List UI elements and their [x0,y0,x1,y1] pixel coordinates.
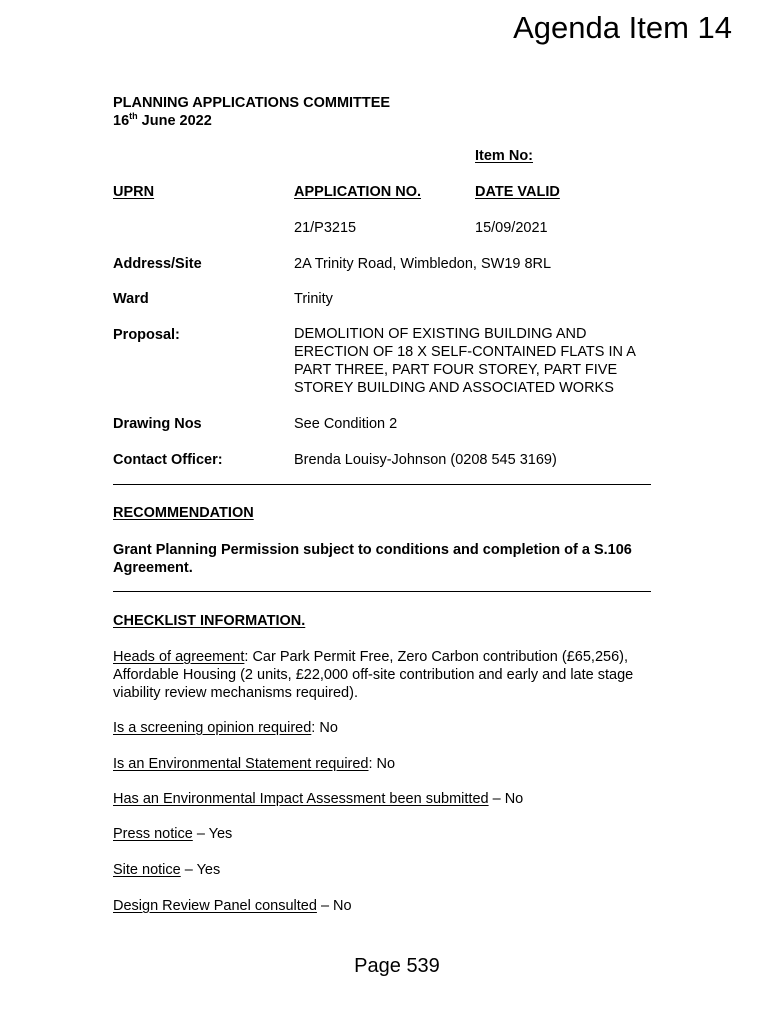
drp-value: – No [316,898,352,914]
proposal-line: PART THREE, PART FOUR STOREY, PART FIVE [294,362,618,378]
heads-of-agreement-label: Heads of agreement [113,649,245,665]
committee-date [113,112,390,130]
screening-label: Is a screening opinion required [113,720,312,736]
es-value: : No [368,756,396,772]
site-notice [113,862,220,878]
date-rest: June 2022 [137,113,212,129]
page-number: Page 539 [354,955,440,977]
environmental-statement [113,756,395,772]
ward-label: Ward [113,291,149,307]
divider [113,591,651,592]
date-suffix: th [129,111,138,122]
eia-label: Has an Environmental Impact Assessment been submitted [113,791,489,807]
uprn-label: UPRN [113,184,155,200]
recommendation-line: Agreement. [113,560,193,576]
agenda-item-heading: Agenda Item 14 [513,10,732,45]
committee-name: PLANNING APPLICATIONS COMMITTEE [113,95,391,111]
drp-label: Design Review Panel consulted [113,898,317,914]
press-notice [113,826,232,842]
press-label: Press notice [113,826,193,842]
proposal-line: STOREY BUILDING AND ASSOCIATED WORKS [294,380,614,396]
divider [113,484,651,485]
ward-value: Trinity [294,291,333,307]
application-date-valid: 15/09/2021 [475,220,548,236]
address-label: Address/Site [113,256,202,272]
contact-officer-label: Contact Officer: [113,452,223,468]
recommendation-line: Grant Planning Permission subject to conditions and completion of a S.106 [113,542,632,558]
environmental-impact-assessment [113,791,523,807]
press-value: – Yes [192,826,233,842]
application-number: 21/P3215 [294,220,357,236]
date-day: 16 [113,113,130,129]
screening-opinion [113,720,338,736]
proposal-line: DEMOLITION OF EXISTING BUILDING AND [294,326,587,342]
es-label: Is an Environmental Statement required [113,756,369,772]
proposal-label: Proposal: [113,327,180,343]
proposal-text [294,325,674,397]
drawing-nos-value: See Condition 2 [294,416,398,432]
site-label: Site notice [113,862,181,878]
application-no-label: APPLICATION NO. [294,184,422,200]
date-valid-label: DATE VALID [475,184,560,200]
address-value: 2A Trinity Road, Wimbledon, SW19 8RL [294,256,552,272]
heads-of-agreement [113,648,673,702]
recommendation-text [113,541,673,577]
eia-value: – No [488,791,524,807]
recommendation-heading: RECOMMENDATION [113,505,254,521]
proposal-line: ERECTION OF 18 X SELF-CONTAINED FLATS IN A [294,344,636,360]
checklist-heading: CHECKLIST INFORMATION. [113,613,306,629]
design-review-panel [113,898,352,914]
contact-officer-value: Brenda Louisy-Johnson (0208 545 3169) [294,452,557,468]
site-value: – Yes [180,862,221,878]
drawing-nos-label: Drawing Nos [113,416,202,432]
screening-value: : No [311,720,338,736]
committee-header [113,94,390,130]
item-no-label: Item No: [475,148,533,164]
heads-line: : Car Park Permit Free, Zero Carbon contribution (£65,256), [244,649,628,665]
heads-line: viability review mechanisms required). [113,685,358,701]
heads-line: Affordable Housing (2 units, £22,000 off-site contribution and early and late stage [113,667,634,683]
